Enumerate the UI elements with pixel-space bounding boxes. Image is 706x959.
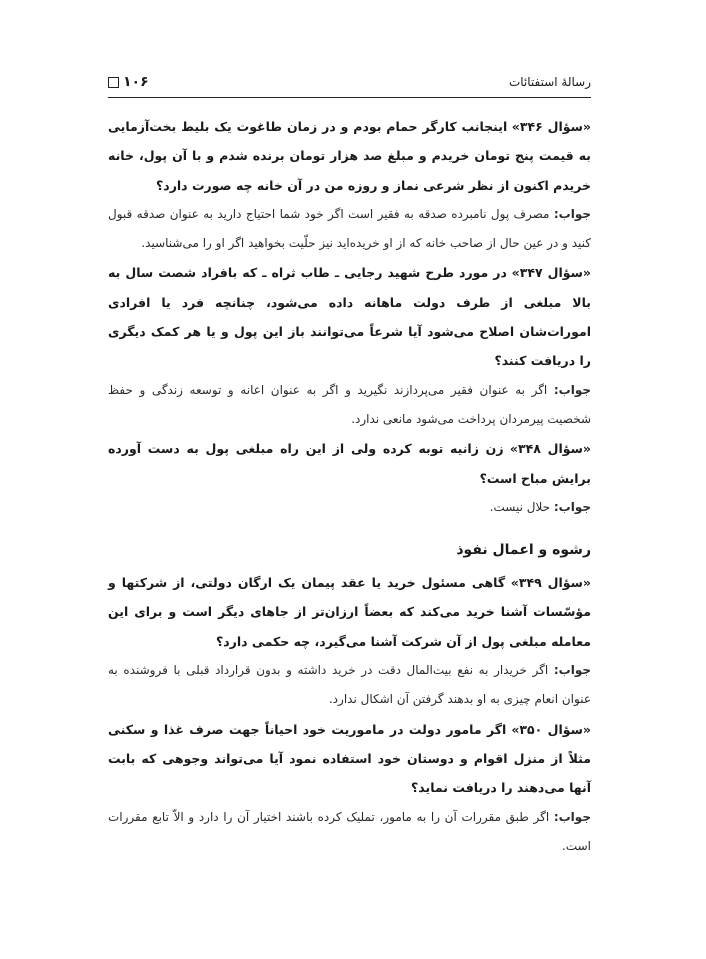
answer-label: جواب: <box>553 206 591 221</box>
question-text: گاهی مسئول خرید یا عقد پیمان یک ارگان دولتی، از شرکتها و مؤسّسات آشنا خرید می‌کند که بعضاً ارزان‌تر از جاهای دیگر است و برای این معامله مبلغی پول از آن شرکت آشنا می‌گیرد، چه حکمی دارد؟ <box>108 575 591 649</box>
answer-label: جواب: <box>553 382 591 397</box>
qa-list <box>108 112 591 861</box>
question-350 <box>108 715 591 803</box>
question-label: «سؤال ۳۴۶» <box>511 119 591 134</box>
question-label: «سؤال ۳۴۸» <box>509 441 591 457</box>
answer-349 <box>108 656 591 715</box>
question-label: «سؤال ۳۵۰» <box>511 721 591 737</box>
answer-label: جواب: <box>553 499 591 514</box>
question-text: زن زانیه توبه کرده ولی از این راه مبلغی پول به دست آورده برایش مباح است؟ <box>108 441 591 486</box>
question-text: اگر مامور دولت در ماموریت خود احیاناً جهت صرف غذا و سکنی مثلاً از منزل اقوام و دوستان خود استفاده نمود آیا می‌تواند وجوهی که بابت آنها می‌دهند را دریافت نماید؟ <box>108 721 591 796</box>
page-number <box>108 74 149 90</box>
question-label: «سؤال ۳۴۹» <box>510 575 592 591</box>
answer-text: اگر خریدار به نفع بیت‌المال دقت در خرید داشته و بدون قرارداد قبلی با فروشنده به عنوان انعام چیزی به او بدهند گرفتن آن اشکال ندارد. <box>108 663 591 707</box>
answer-text: اگر به عنوان فقیر می‌پردازند نگیرید و اگر به عنوان اعانه و توسعه زندگی و حفظ شخصیت پیرمردان پرداخت می‌شود مانعی ندارد. <box>108 382 591 426</box>
question-label: «سؤال ۳۴۷» <box>511 265 591 281</box>
answer-text: حلال نیست. <box>489 499 551 514</box>
question-text: اینجانب کارگر حمام بودم و در زمان طاغوت یک بلیط بخت‌آزمایی به قیمت پنج تومان خریدم و مبلغ صد هزار تومان برنده شدم و با آن پول، خانه خریدم اکنون از نظر شرعی نماز و روزه من در آن خانه چه صورت دارد؟ <box>108 119 591 193</box>
question-text: در مورد طرح شهید رجایی ـ طاب ثراه ـ که بافراد شصت سال به بالا مبلغی از طرف دولت ماهانه داده می‌شود، چنانچه فرد یا افرادی امورات‌شان اصلاح می‌شود آیا شرعاً می‌توانند باز این پول و یا هر کمک دیگری را دریافت کنند؟ <box>108 265 591 369</box>
answer-label: جواب: <box>553 663 591 678</box>
question-349 <box>108 568 591 656</box>
answer-347 <box>108 376 591 435</box>
answer-label: جواب: <box>553 809 591 824</box>
section-title: رشوه و اعمال نفوذ <box>456 542 591 559</box>
book-title: رسالهٔ استفتائات <box>508 75 591 89</box>
question-347 <box>108 258 591 375</box>
document-page <box>108 72 591 861</box>
answer-text: اگر طبق مقررات آن را به مامور، تملیک کرده باشند اختیار آن را دارد و الاّ تابع مقررات است. <box>108 809 591 853</box>
page-header <box>108 72 591 98</box>
answer-348 <box>108 493 591 522</box>
question-348 <box>108 434 591 493</box>
page-number-text: ۱۰۶ <box>123 74 149 90</box>
answer-350 <box>108 803 591 862</box>
answer-346 <box>108 200 591 259</box>
square-icon <box>108 77 119 88</box>
question-346 <box>108 112 591 200</box>
answer-text: مصرف پول نامبرده صدقه به فقیر است اگر خود شما احتیاج دارید به عنوان صدقه قبول کنید و در عین حال از صاحب خانه که از او خریده‌اید نیز حلّیت بخواهید اگر او را می‌شناسید. <box>108 206 591 251</box>
